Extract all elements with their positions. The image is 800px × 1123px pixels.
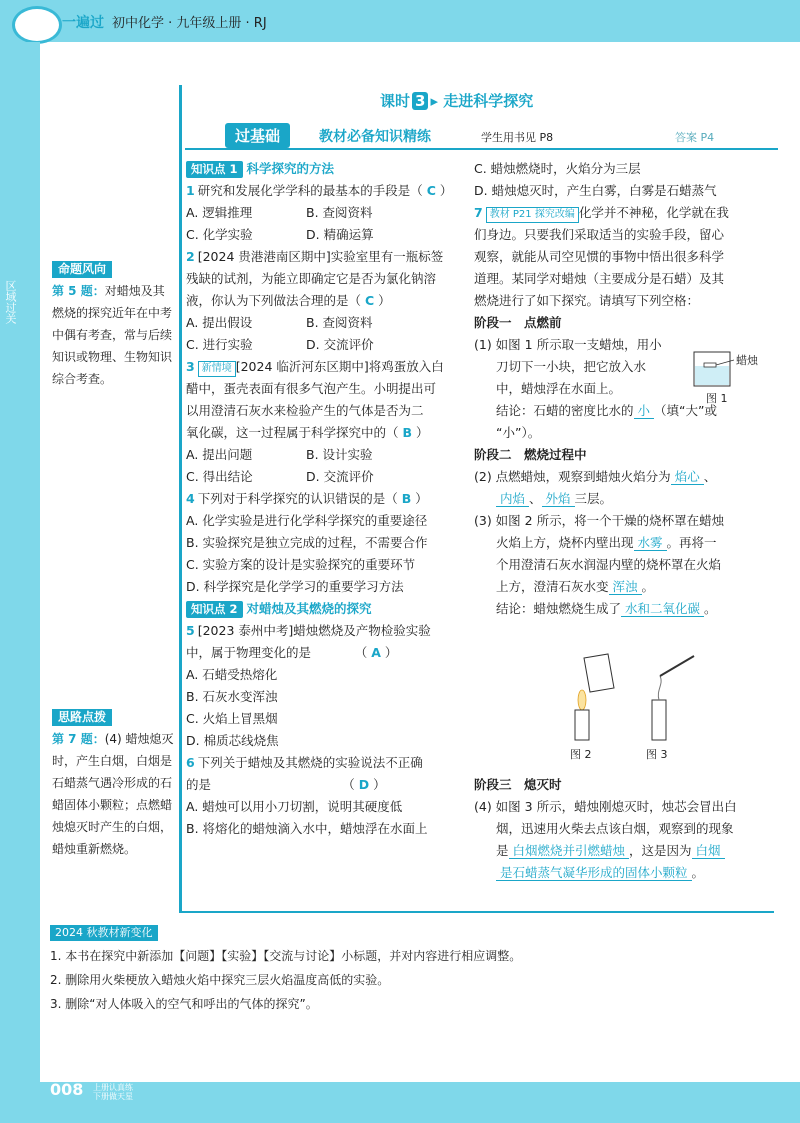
section-bar	[185, 123, 778, 149]
figure-2-3	[556, 652, 696, 762]
q7-line4: 道理。某同学对蜡烛（主要成分是石蜡）及其	[474, 271, 725, 286]
q7-p1-line3: 中，蜡烛浮在水面上。	[496, 381, 622, 396]
q4-number: 4	[186, 491, 195, 506]
q3-line2: 醋中，蛋壳表面有很多气泡产生。小明提出可	[186, 381, 437, 396]
slogan-line2: 下册做天星	[93, 1092, 133, 1101]
q1-option-c: C. 化学实验	[186, 227, 253, 242]
q2-option-a: A. 提出假设	[186, 315, 253, 330]
q7-line5: 燃烧进行了如下探究。请填写下列空格：	[474, 293, 700, 308]
q7-line1: 化学并不神秘，化学就在我	[578, 205, 729, 220]
left-tab-label: 区域过关	[4, 280, 17, 324]
q5-line1: [2023 泰州中考]蜡烛燃烧及产物检验实验	[197, 623, 431, 638]
q6-option-b: B. 将熔化的蜡烛滴入水中，蜡烛浮在水面上	[186, 821, 428, 836]
changes-line1: 1. 本书在探究中新添加【问题】【实验】【交流与讨论】小标题，并对内容进行相应调整。	[50, 949, 522, 963]
q2-answer: C	[365, 293, 375, 308]
q7-p3-line2: 火焰上方，烧杯内壁出现	[496, 535, 634, 550]
page-number: 008	[50, 1080, 84, 1099]
q6-option-c: C. 蜡烛燃烧时，火焰分为三层	[474, 161, 641, 176]
lesson-title: 课时 3 ▸ 走进科学探究	[380, 92, 534, 110]
q3-tag: 新情境	[198, 361, 236, 377]
q7-line2: 们身边。只要我们采取适当的实验手段，留心	[474, 227, 725, 242]
changes-line2: 2. 删除用火柴梗放入蜡烛火焰中探究三层火焰温度高低的实验。	[50, 973, 390, 987]
q3-line4: 氧化碳，这一过程属于科学探究中的	[186, 425, 387, 440]
q2-line2: 残缺的试剂，为能立即确定它是否为氯化钠溶	[186, 271, 437, 286]
changes-box	[50, 920, 770, 1016]
q7-p4-line3: 是	[496, 843, 509, 858]
q7-fill-2b: 内焰	[496, 491, 529, 507]
fig3-caption: 图 3	[646, 748, 668, 761]
q5-option-d: D. 棉质芯线烧焦	[186, 733, 279, 748]
left-column: 知识点 1 科学探究的方法 1 研究和发展化学学科的最基本的手段是（ C ） A. 逻辑推理 B. 查阅资料 C. 化学实验 D. 精确运算 2 [2024 贵港港南区期中]实验室里有一瓶标签 残缺的试剂，为能立即确定它是否为氯化钠溶 液，你认为下列做法合理的是（ C ） A. 提出假设 B. 查阅资料 C. 进行实验 D. 交流评价 3 新情境 [2024 临沂河东区期中]将鸡蛋放入白 醋中，蛋壳表面有很多气泡产生。小明提出可 以用澄清石灰水来检验产生的气体是否为二 氧化碳，这一过程属于科学探究中的（ B ） A. 提出问题 B. 设计实验 C. 得出结论 D. 交流评价 4 下列对于科学探究的认识错误的是（ B ） A. 化学实验是进行化学科学探究的重要途径 B. 实验探究是独立完成的过程，不需要合作 C. 实验方案的设计是实验探究的重要环节 D. 科学探究是化学学习的重要学习方法 知识点 2 对蜡烛及其燃烧的探究 5 [2023 泰州中考]蜡烛燃烧及产物检验实验 中，属于物理变化的是 （ A ） A. 石蜡受热熔化 B. 石灰水变浑浊 C. 火焰上冒黑烟 D. 棉质芯线烧焦 6 下列关于蜡烛及其燃烧的实验说法不正确 的是 （ D ） A. 蜡烛可以用小刀切割，说明其硬度低 B. 将熔化的蜡烛滴入水中，蜡烛浮在水面上	[186, 158, 466, 840]
stage3-heading: 阶段三 熄灭时	[474, 777, 562, 792]
q7-p4-line2: 烟，迅速用火柴去点该白烟，观察到的现象	[496, 821, 734, 836]
q7-fill-3a: 水雾	[634, 535, 667, 551]
q5-option-b: B. 石灰水变浑浊	[186, 689, 278, 704]
right-column: C. 蜡烛燃烧时，火焰分为三层 D. 蜡烛熄灭时，产生白雾，白雾是石蜡蒸气 7 教材 P21 探究改编 化学并不神秘，化学就在我 们身边。只要我们采取适当的实验手段，留心 观察，就能从司空见惯的事物中悟出很多科学 道理。某同学对蜡烛（主要成分是石蜡）及其 燃烧进行了如下探究。请填写下列空格： 阶段一 点燃前 (1) 如图 1 所示取一支蜡烛，用小 刀切下一小块，把它放入水 中，蜡烛浮在水面上。 结论：石蜡的密度比水的 小 （填“大”或 “小”）。 阶段二 燃烧过程中 (2) 点燃蜡烛，观察到蜡烛火焰分为 焰心 、 内焰 、 外焰 三层。 (3) 如图 2 所示，将一个干燥的烧杯罩在蜡烛 火焰上方，烧杯内壁出现 水雾 。再将一 个用澄清石灰水润湿内壁的烧杯罩在火焰 上方，澄清石灰水变 浑浊 。 结论：蜡烛燃烧生成了 水和二氧化碳 。	[474, 158, 774, 620]
q7-p4-line1: (4) 如图 3 所示，蜡烛刚熄灭时，烛芯会冒出白	[474, 799, 737, 814]
figure-1	[688, 348, 768, 408]
lesson-name: 走进科学探究	[443, 92, 534, 110]
q6-option-d: D. 蜡烛熄灭时，产生白雾，白雾是石蜡蒸气	[474, 183, 717, 198]
q7-fill-2a: 焰心	[671, 469, 704, 485]
side2-heading: 思路点拨	[52, 709, 112, 726]
q5-option-c: C. 火焰上冒黑烟	[186, 711, 278, 726]
changes-heading: 2024 秋教材新变化	[50, 925, 158, 941]
q2-line3: 液，你认为下列做法合理的是	[186, 293, 349, 308]
changes-line3: 3. 删除“对人体吸入的空气和呼出的气体的探究”。	[50, 997, 318, 1011]
q3-option-b: B. 设计实验	[306, 447, 373, 462]
header	[0, 0, 800, 42]
q1-option-a: A. 逻辑推理	[186, 205, 253, 220]
stage2-heading: 阶段二 燃烧过程中	[474, 447, 587, 462]
q2-option-c: C. 进行实验	[186, 337, 253, 352]
fig1-label: 蜡烛	[736, 354, 758, 367]
q7-c1-end: “小”）。	[496, 425, 541, 440]
student-book-ref: 学生用书见 P8	[481, 131, 554, 144]
q7-p3-line2-tail: 。再将一	[666, 535, 717, 550]
lesson-number: 3	[412, 92, 428, 110]
book-subtitle: 初中化学 · 九年级上册 · RJ	[112, 16, 267, 31]
q3-line1: [2024 临沂河东区期中]将鸡蛋放入白	[235, 359, 444, 374]
side-note-1	[52, 258, 174, 390]
q7-fill-4a: 白烟燃烧并引燃蜡烛	[509, 843, 630, 859]
q1-answer: C	[426, 183, 436, 198]
q1-number: 1	[186, 183, 195, 198]
side1-heading: 命题风向	[52, 261, 112, 278]
page-slogan	[93, 1083, 133, 1101]
q7-c1-text: 结论：石蜡的密度比水的	[496, 403, 634, 418]
q7-fill-4b: 白烟	[692, 843, 725, 859]
q2-number: 2	[186, 249, 195, 264]
q7-p2-tail: 三层。	[574, 491, 613, 506]
q7-fill-1: 小	[634, 403, 655, 419]
q7-p3-line1: (3) 如图 2 所示，将一个干燥的烧杯罩在蜡烛	[474, 513, 725, 528]
q5-line2: 中，属于物理变化的是	[186, 645, 312, 660]
section-badge: 过基础	[225, 123, 290, 148]
q3-option-c: C. 得出结论	[186, 469, 253, 484]
q5-option-a: A. 石蜡受热熔化	[186, 667, 278, 682]
q6-answer: D	[358, 777, 370, 792]
q1-option-b: B. 查阅资料	[306, 205, 373, 220]
q7-fill-3b: 浑浊	[609, 579, 642, 595]
q7-p3-line4: 上方，澄清石灰水变	[496, 579, 609, 594]
lesson-prefix: 课时	[380, 92, 411, 110]
q5-number: 5	[186, 623, 195, 638]
q3-answer: B	[402, 425, 413, 440]
q1-stem: 研究和发展化学学科的最基本的手段是	[197, 183, 411, 198]
answer-ref: 答案 P4	[675, 131, 715, 144]
side-note-2	[52, 706, 174, 860]
side2-text: (4) 蜡烛熄灭时，产生白烟，白烟是石蜡蒸气遇冷形成的石蜡固体小颗粒；点燃蜡烛熄灭时产生的白烟，蜡烛重新燃烧。	[52, 732, 174, 856]
q4-option-d: D. 科学探究是化学学习的重要学习方法	[186, 579, 404, 594]
kp1-title: 科学探究的方法	[246, 161, 335, 176]
fig2-caption: 图 2	[570, 748, 592, 761]
q7-number: 7	[474, 205, 483, 220]
q4-stem: 下列对于科学探究的认识错误的是	[197, 491, 386, 506]
frame-left	[179, 85, 182, 913]
kp1-badge: 知识点 1	[186, 161, 243, 178]
q6-line2: 的是	[186, 777, 212, 792]
section-title: 教材必备知识精练	[319, 129, 431, 145]
q6-option-a: A. 蜡烛可以用小刀切割，说明其硬度低	[186, 799, 403, 814]
logo-icon	[12, 6, 62, 44]
fig1-caption: 图 1	[706, 392, 728, 405]
q4-option-c: C. 实验方案的设计是实验探究的重要环节	[186, 557, 416, 572]
q3-option-d: D. 交流评价	[306, 469, 374, 484]
q7-p1-line1: (1) 如图 1 所示取一支蜡烛，用小	[474, 337, 662, 352]
candle-flame-icon	[556, 652, 696, 742]
section-rule	[185, 148, 778, 150]
slogan-line1: 上册认真练	[93, 1083, 133, 1092]
brand-name: 一遍过	[62, 15, 104, 31]
q7-tag: 教材 P21 探究改编	[486, 207, 579, 223]
q4-option-b: B. 实验探究是独立完成的过程，不需要合作	[186, 535, 428, 550]
kp2-title: 对蜡烛及其燃烧的探究	[246, 601, 372, 616]
q4-option-a: A. 化学实验是进行化学科学探究的重要途径	[186, 513, 428, 528]
q7-c3-text: 结论：蜡烛燃烧生成了	[496, 601, 622, 616]
q7-fill-4c: 是石蜡蒸气凝华形成的固体小颗粒	[496, 865, 692, 881]
q3-number: 3	[186, 359, 195, 374]
stage1-heading: 阶段一 点燃前	[474, 315, 562, 330]
q4-answer: B	[401, 491, 412, 506]
right-column-lower: 阶段三 熄灭时 (4) 如图 3 所示，蜡烛刚熄灭时，烛芯会冒出白 烟，迅速用火柴去点该白烟，观察到的现象 是 白烟燃烧并引燃蜡烛 ，这是因为 白烟 是石蜡蒸气凝华形成的固体小颗粒 。	[474, 774, 774, 884]
q3-option-a: A. 提出问题	[186, 447, 253, 462]
q2-line1: [2024 贵港港南区期中]实验室里有一瓶标签	[197, 249, 444, 264]
side1-label: 第 5 题：	[52, 284, 105, 298]
q1-option-d: D. 精确运算	[306, 227, 374, 242]
kp2-badge: 知识点 2	[186, 601, 243, 618]
q7-c1-tail: （填“大”或	[654, 403, 717, 418]
q5-answer: A	[371, 645, 381, 660]
q7-p4-line3-tail: ，这是因为	[629, 843, 692, 858]
q7-p3-line3: 个用澄清石灰水润湿内壁的烧杯罩在火焰	[496, 557, 722, 572]
side1-text: 对蜡烛及其燃烧的探究近年在中考中偶有考查，常与后续知识或物理、生物知识综合考查。	[52, 284, 173, 386]
q6-number: 6	[186, 755, 195, 770]
q7-line3: 观察，就能从司空见惯的事物中悟出很多科学	[474, 249, 725, 264]
side2-label: 第 7 题：	[52, 732, 105, 746]
q6-line1: 下列关于蜡烛及其燃烧的实验说法不正确	[197, 755, 423, 770]
frame-bottom	[179, 911, 774, 913]
q2-option-d: D. 交流评价	[306, 337, 374, 352]
q3-line3: 以用澄清石灰水来检验产生的气体是否为二	[186, 403, 424, 418]
q7-p1-line2: 刀切下一小块，把它放入水	[496, 359, 647, 374]
q7-fill-2c: 外焰	[542, 491, 575, 507]
q7-fill-3c: 水和二氧化碳	[621, 601, 704, 617]
q7-p2-text: (2) 点燃蜡烛，观察到蜡烛火焰分为	[474, 469, 671, 484]
left-band	[0, 42, 40, 1082]
q2-option-b: B. 查阅资料	[306, 315, 373, 330]
